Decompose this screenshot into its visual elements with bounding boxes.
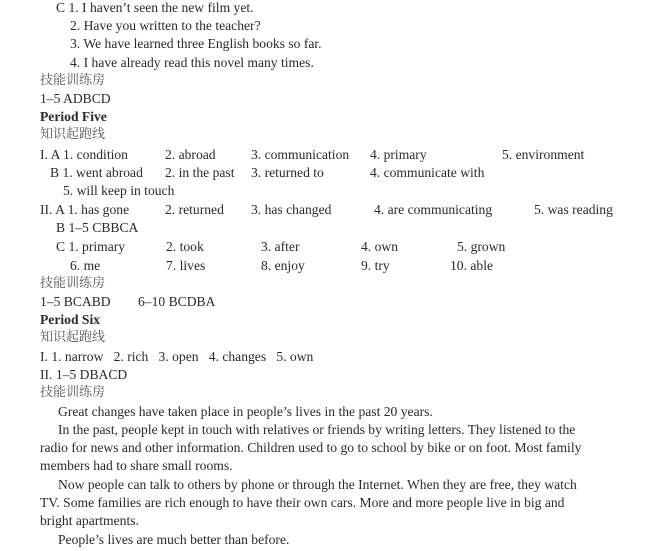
- period-six-title: Period Six: [40, 312, 101, 327]
- period-five-title: Period Five: [40, 109, 107, 124]
- essay-line-4: members had to share small rooms.: [40, 458, 233, 473]
- p5-IB-3: 3. returned to: [251, 165, 324, 180]
- p5-IIC-10: 10. able: [450, 258, 494, 273]
- p5-IB-4: 4. communicate with: [370, 165, 485, 180]
- p5-IIC-7: 7. lives: [166, 258, 206, 273]
- p6-II: II. 1–5 DBACD: [40, 367, 128, 382]
- p5-IB-2: 2. in the past: [165, 165, 235, 180]
- p5-IIA-3: 3. has changed: [251, 202, 332, 217]
- essay-line-2: In the past, people kept in touch with relatives or friends by writing letters. They listened to the: [58, 422, 576, 437]
- p5-IA-2: 2. abroad: [165, 147, 216, 162]
- p4-c-item-4: 4. I have already read this novel many times.: [70, 55, 314, 70]
- p5-IIB: B 1–5 CBBCA: [56, 220, 139, 235]
- p5-IIC-3: 3. after: [261, 239, 300, 254]
- p5-IIC-9: 9. try: [361, 258, 390, 273]
- p4-skill-heading: 技能训练房: [40, 73, 106, 88]
- p5-IIC-2: 2. took: [166, 239, 204, 254]
- p5-IA-3: 3. communication: [251, 147, 350, 162]
- p4-skill-answer: 1–5 ADBCD: [40, 91, 111, 106]
- p5-IB-5: 5. will keep in touch: [63, 183, 175, 198]
- p5-skill-2: 6–10 BCDBA: [138, 294, 216, 309]
- essay-line-3: radio for news and other information. Children used to go to school by bike or on foot. Most family: [40, 440, 582, 455]
- p5-IIC-1: C 1. primary: [56, 239, 126, 254]
- p5-skill-1: 1–5 BCABD: [40, 294, 111, 309]
- p5-skill-heading: 技能训练房: [40, 276, 106, 291]
- p5-IIA-1: II. A 1. has gone: [40, 202, 130, 217]
- p5-knowledge-heading: 知识起跑线: [40, 127, 106, 142]
- p5-IA-4: 4. primary: [370, 147, 427, 162]
- essay-line-8: People’s lives are much better than before.: [58, 532, 290, 547]
- p5-IA-1: I. A 1. condition: [40, 147, 128, 162]
- p4-c-item-1: C 1. I haven’t seen the new film yet.: [56, 0, 254, 15]
- p6-knowledge-heading: 知识起跑线: [40, 330, 106, 345]
- p6-I: I. 1. narrow 2. rich 3. open 4. changes 5. own: [40, 349, 314, 364]
- p5-IIC-4: 4. own: [361, 239, 399, 254]
- p6-skill-heading: 技能训练房: [40, 385, 106, 400]
- p5-IIC-6: 6. me: [70, 258, 101, 273]
- p5-IIA-5: 5. was reading: [534, 202, 613, 217]
- p5-IIC-5: 5. grown: [457, 239, 506, 254]
- p4-c-item-3: 3. We have learned three English books so far.: [70, 36, 322, 51]
- p4-c-item-2: 2. Have you written to the teacher?: [70, 18, 261, 33]
- p5-IB-1: B 1. went abroad: [50, 165, 143, 180]
- essay-line-7: bright apartments.: [40, 513, 139, 528]
- essay-line-1: Great changes have taken place in people’s lives in the past 20 years.: [58, 404, 433, 419]
- p5-IIC-8: 8. enjoy: [261, 258, 305, 273]
- essay-line-6: TV. Some families are rich enough to have their own cars. More and more people live in big and: [40, 495, 565, 510]
- p5-IIA-2: 2. returned: [165, 202, 224, 217]
- essay-line-5: Now people can talk to others by phone or through the Internet. When they are free, they watch: [58, 477, 577, 492]
- p5-IIA-4: 4. are communicating: [374, 202, 493, 217]
- p5-IA-5: 5. environment: [502, 147, 585, 162]
